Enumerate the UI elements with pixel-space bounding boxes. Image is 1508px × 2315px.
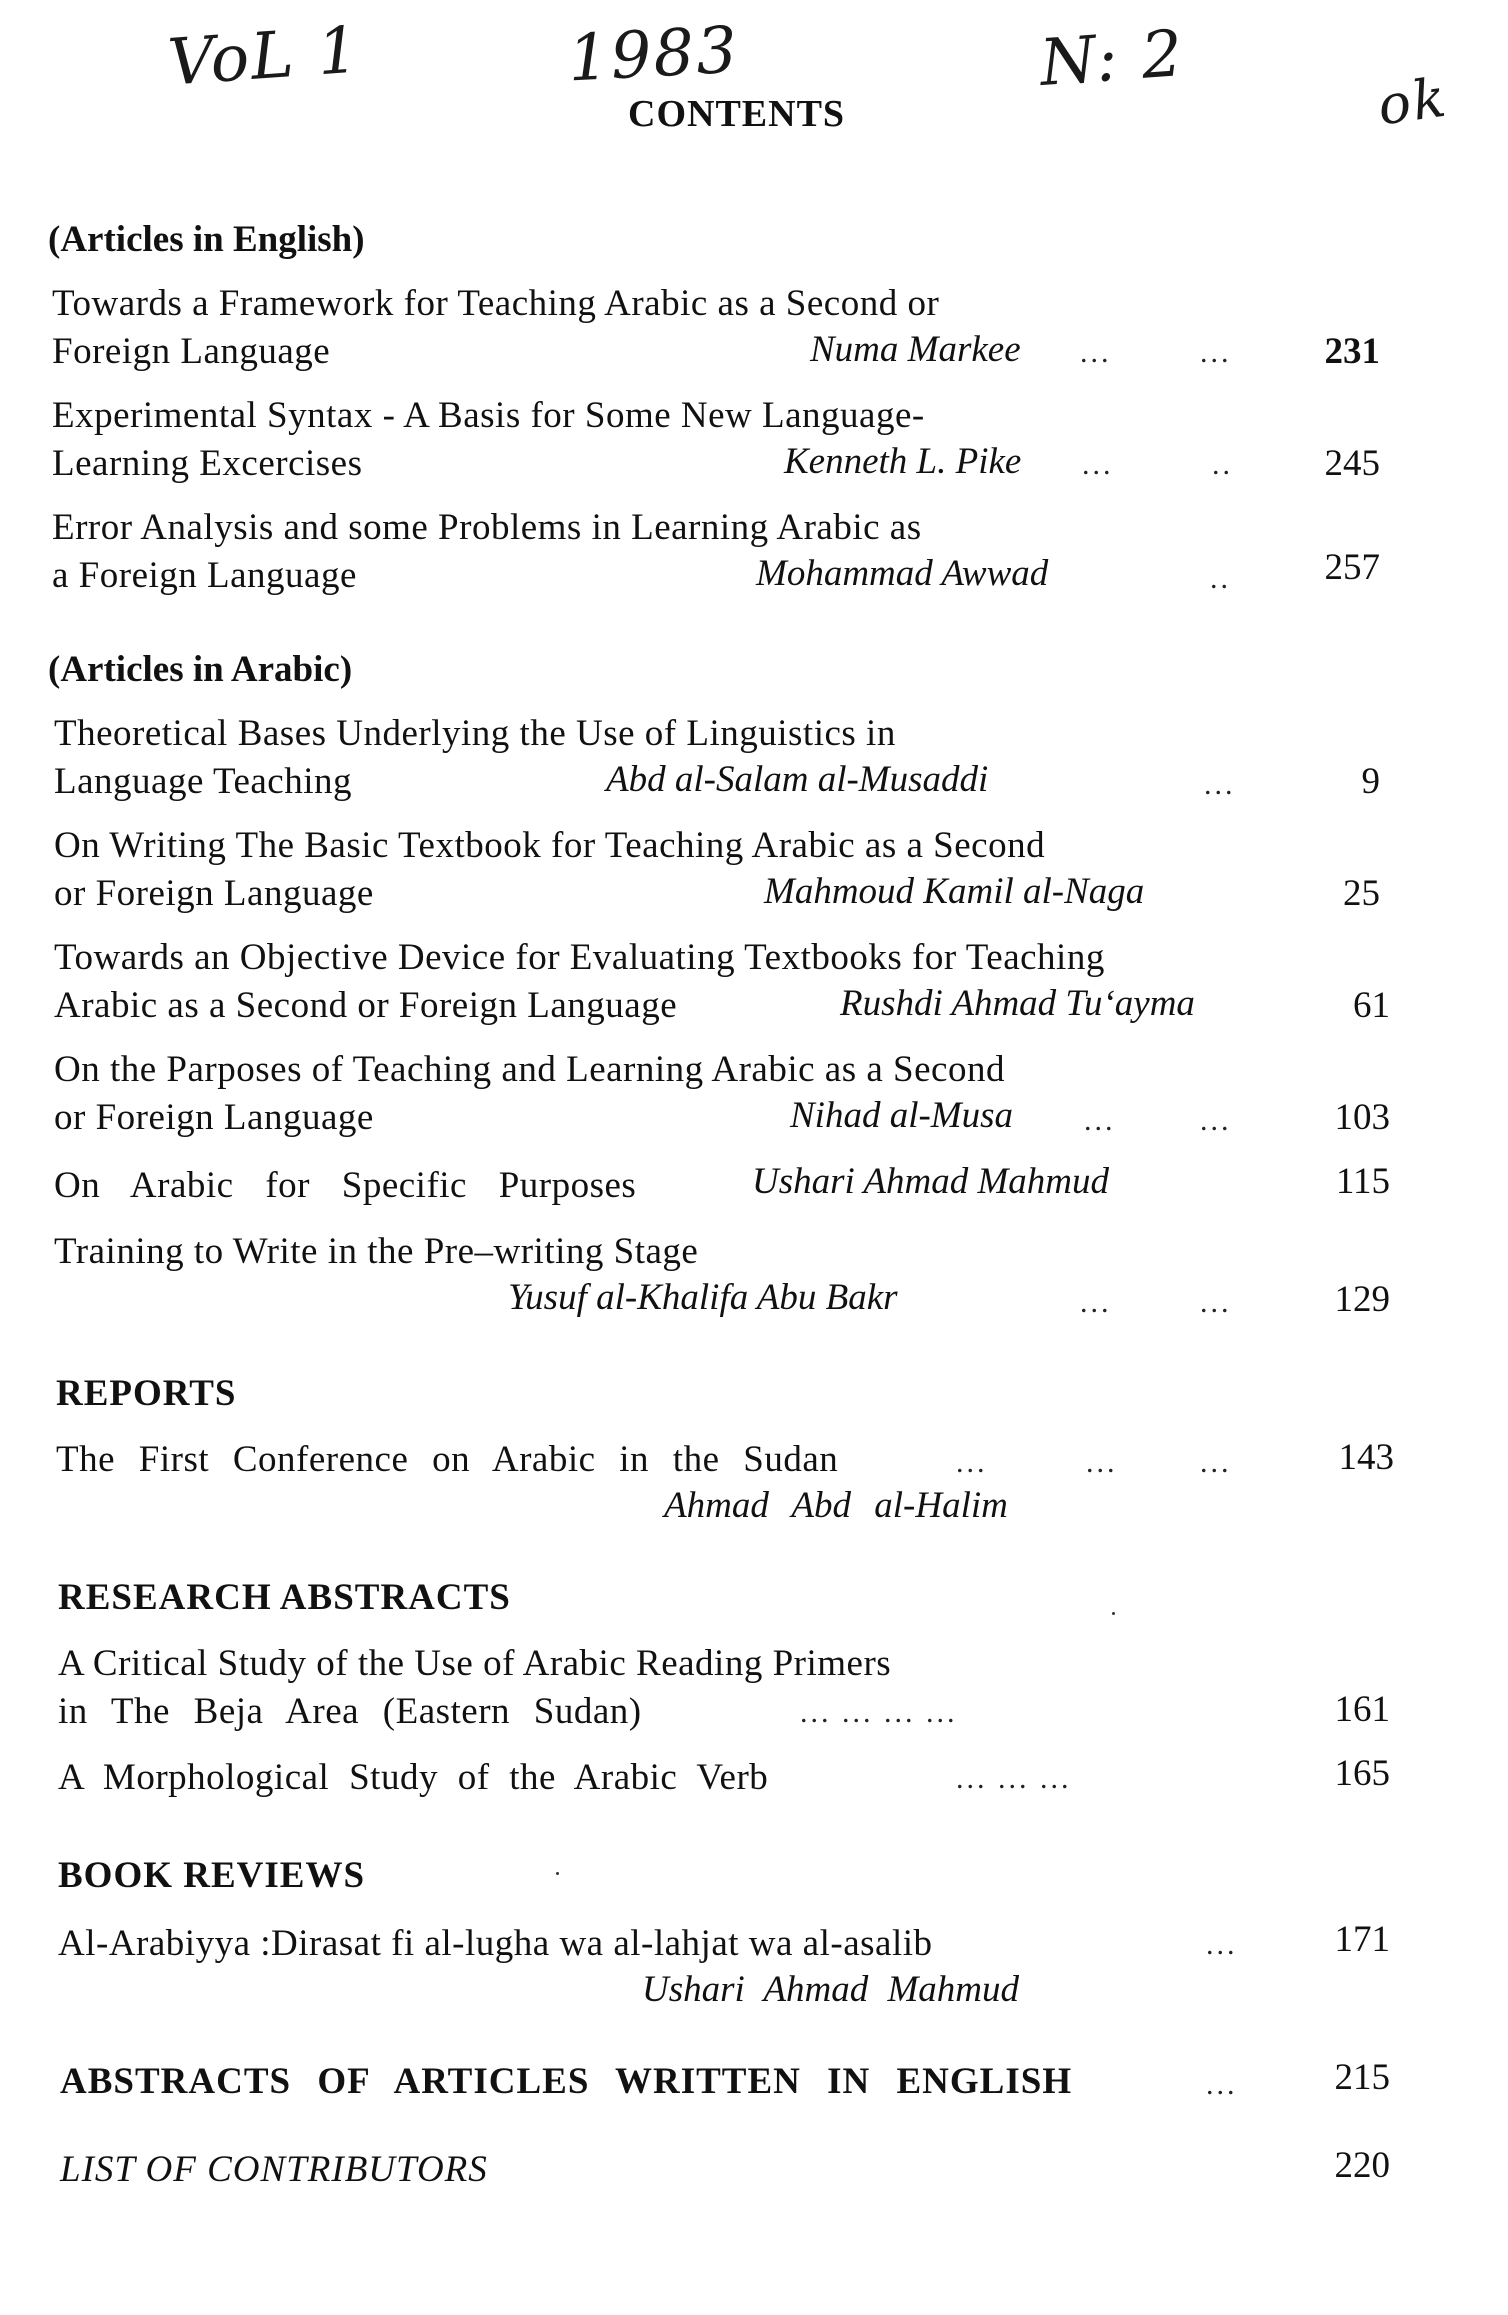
leader: ...: [1204, 768, 1236, 801]
arabic-article-6-line1: Training to Write in the Pre–writing Stage: [54, 1231, 699, 1272]
leader: ...: [1200, 1446, 1232, 1479]
leader: ..: [1212, 448, 1233, 481]
research-2-page: 165: [1334, 1753, 1390, 1794]
scan-speck: [1112, 1612, 1115, 1615]
english-article-3-author: Mohammad Awwad: [756, 553, 1049, 594]
section-abstracts: ABSTRACTS OF ARTICLES WRITTEN IN ENGLISH: [60, 2061, 1073, 2102]
review-1-line1: Al-Arabiyya :Dirasat fi al-lugha wa al-lahjat wa al-asalib: [58, 1923, 933, 1964]
research-1-line1: A Critical Study of the Use of Arabic Reading Primers: [58, 1643, 892, 1684]
arabic-article-1-author: Abd al-Salam al-Musaddi: [606, 759, 989, 800]
leader: ...: [1200, 336, 1232, 369]
arabic-article-3-author: Rushdi Ahmad Tu‘ayma: [840, 983, 1195, 1024]
english-article-2-line2: Learning Excercises: [52, 443, 363, 484]
leader: ...: [1086, 1446, 1118, 1479]
arabic-article-1-page: 9: [1361, 761, 1380, 802]
arabic-article-2-author: Mahmoud Kamil al-Naga: [764, 871, 1145, 912]
page-title: CONTENTS: [628, 93, 846, 135]
arabic-article-4-page: 103: [1334, 1097, 1390, 1138]
arabic-article-1-line2: Language Teaching: [54, 761, 353, 802]
arabic-article-5-author: Ushari Ahmad Mahmud: [752, 1161, 1109, 1202]
arabic-article-3-line2: Arabic as a Second or Foreign Language: [54, 985, 678, 1026]
english-article-1-line1: Towards a Framework for Teaching Arabic as a Second or: [52, 283, 940, 324]
english-article-3-line1: Error Analysis and some Problems in Learning Arabic as: [52, 507, 922, 548]
report-1-author: Ahmad Abd al-Halim: [664, 1485, 1008, 1526]
arabic-article-4-line2: or Foreign Language: [54, 1097, 374, 1138]
arabic-article-5-page: 115: [1335, 1161, 1390, 1202]
report-1-line1: The First Conference on Arabic in the Sudan: [56, 1439, 839, 1480]
report-1-page: 143: [1338, 1437, 1394, 1478]
research-2-line1: A Morphological Study of the Arabic Verb: [58, 1757, 769, 1798]
section-english: (Articles in English): [48, 219, 365, 260]
english-article-1-author: Numa Markee: [810, 329, 1021, 370]
section-arabic: (Articles in Arabic): [48, 649, 353, 690]
english-article-3-line2: a Foreign Language: [52, 555, 357, 596]
leader: ...: [1206, 2068, 1238, 2101]
leader: ...: [1080, 1286, 1112, 1319]
handwritten-volume: VoL 1: [165, 13, 363, 101]
scan-speck: [556, 1872, 559, 1875]
arabic-article-2-line2: or Foreign Language: [54, 873, 374, 914]
abstracts-page: 215: [1334, 2057, 1390, 2098]
arabic-article-3-page: 61: [1353, 985, 1390, 1026]
contributors-page: 220: [1334, 2145, 1390, 2186]
english-article-1-page: 231: [1324, 331, 1380, 372]
leader: ...: [1084, 1104, 1116, 1137]
section-reports: REPORTS: [56, 1373, 237, 1414]
handwritten-check: ok: [1373, 65, 1452, 138]
leader: ... ... ...: [956, 1762, 1072, 1795]
arabic-article-5-line1: On Arabic for Specific Purposes: [54, 1165, 637, 1206]
section-book-reviews: BOOK REVIEWS: [58, 1855, 366, 1896]
leader: ...: [956, 1446, 988, 1479]
arabic-article-6-page: 129: [1334, 1279, 1390, 1320]
handwritten-number: N: 2: [1037, 17, 1187, 101]
leader: ... ... ... ...: [800, 1696, 958, 1729]
english-article-1-line2: Foreign Language: [52, 331, 331, 372]
research-1-line2: in The Beja Area (Eastern Sudan): [58, 1691, 642, 1732]
review-1-page: 171: [1334, 1919, 1390, 1960]
section-research-abstracts: RESEARCH ABSTRACTS: [58, 1577, 511, 1618]
arabic-article-3-line1: Towards an Objective Device for Evaluating Textbooks for Teaching: [54, 937, 1105, 978]
arabic-article-6-author: Yusuf al-Khalifa Abu Bakr: [508, 1277, 898, 1318]
arabic-article-2-line1: On Writing The Basic Textbook for Teaching Arabic as a Second: [54, 825, 1046, 866]
arabic-article-1-line1: Theoretical Bases Underlying the Use of Linguistics in: [54, 713, 896, 754]
leader: ...: [1200, 1104, 1232, 1137]
handwritten-year: 1983: [566, 13, 741, 97]
arabic-article-4-author: Nihad al-Musa: [790, 1095, 1014, 1136]
english-article-3-page: 257: [1324, 547, 1380, 588]
leader: ..: [1210, 562, 1231, 595]
english-article-2-author: Kenneth L. Pike: [784, 441, 1022, 482]
arabic-article-4-line1: On the Parposes of Teaching and Learning Arabic as a Second: [54, 1049, 1005, 1090]
leader: ...: [1200, 1286, 1232, 1319]
section-contributors: LIST OF CONTRIBUTORS: [60, 2149, 488, 2190]
leader: ...: [1080, 336, 1112, 369]
arabic-article-2-page: 25: [1343, 873, 1380, 914]
review-1-author: Ushari Ahmad Mahmud: [642, 1969, 1019, 2010]
leader: ...: [1206, 1928, 1238, 1961]
english-article-2-line1: Experimental Syntax - A Basis for Some New Language-: [52, 395, 925, 436]
research-1-page: 161: [1334, 1689, 1390, 1730]
english-article-2-page: 245: [1324, 443, 1380, 484]
leader: ...: [1082, 448, 1114, 481]
